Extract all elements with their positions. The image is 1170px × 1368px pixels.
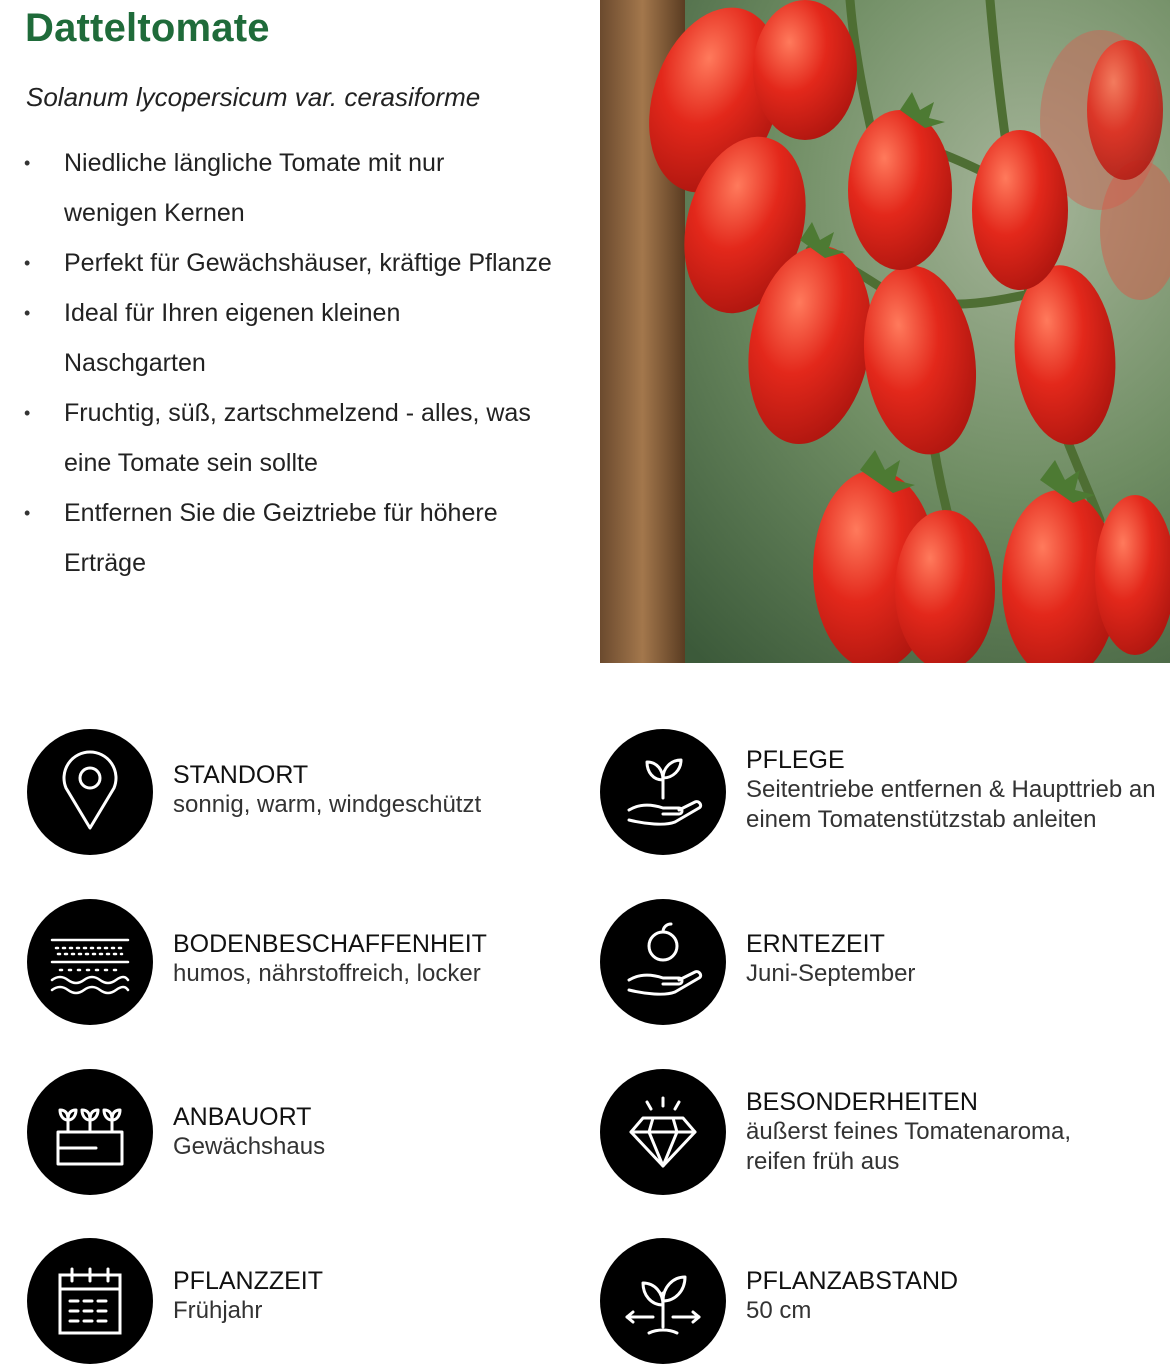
feature-heading: PFLANZZEIT (173, 1267, 324, 1295)
product-title: Datteltomate (25, 6, 270, 50)
diamond-icon (600, 1069, 726, 1195)
feature-heading: PFLANZABSTAND (746, 1267, 959, 1295)
latin-name: Solanum lycopersicum var. cerasiforme (26, 82, 481, 112)
plant-spacing-icon (600, 1238, 726, 1364)
bullet-item: • Fruchtig, süß, zartschmelzend - alles, was eine Tomate sein sollte (24, 388, 564, 488)
bullet-item: • Perfekt für Gewächshäuser, kräftige Pflanze (24, 238, 594, 288)
bullet-item: • Entfernen Sie die Geiztriebe für höhere Erträge (24, 488, 534, 588)
seedling-hand-icon (600, 729, 726, 855)
tomato-photo (600, 0, 1170, 663)
feature-anbauort (27, 1069, 597, 1199)
feature-bullet-list (24, 138, 584, 588)
feature-heading: BESONDERHEITEN (746, 1088, 978, 1116)
feature-value: humos, nährstoffreich, locker (173, 960, 481, 987)
planter-box-icon (27, 1069, 153, 1195)
feature-value: Gewächshaus (173, 1133, 326, 1160)
feature-value: sonnig, warm, windgeschützt (173, 791, 482, 818)
soil-layers-icon (27, 899, 153, 1025)
feature-heading: ERNTEZEIT (746, 930, 885, 958)
harvest-hand-icon (600, 899, 726, 1025)
feature-value: äußerst feines Tomatenaroma, reifen früh aus (746, 1118, 1072, 1175)
location-pin-icon (27, 729, 153, 855)
feature-heading: STANDORT (173, 761, 309, 789)
feature-heading: ANBAUORT (173, 1103, 312, 1131)
feature-besonderheiten (600, 1069, 1170, 1199)
bullet-item: • Ideal für Ihren eigenen kleinen Naschgarten (24, 288, 454, 388)
feature-bodenbeschaffenheit (27, 899, 597, 1029)
feature-standort (27, 729, 597, 859)
feature-value: Frühjahr (173, 1297, 263, 1324)
calendar-icon (27, 1238, 153, 1364)
feature-heading: PFLEGE (746, 746, 845, 774)
feature-value: Juni-September (746, 960, 916, 987)
feature-value: Seitentriebe entfernen & Haupttrieb an einem Tomatenstützstab anleiten (746, 776, 1156, 833)
bullet-item: • Niedliche längliche Tomate mit nur wenigen Kernen (24, 138, 484, 238)
feature-pflanzzeit (27, 1238, 597, 1368)
feature-heading: BODENBESCHAFFENHEIT (173, 930, 487, 958)
feature-pflege (600, 729, 1170, 859)
feature-erntezeit (600, 899, 1170, 1029)
feature-pflanzabstand (600, 1238, 1170, 1368)
feature-value: 50 cm (746, 1297, 812, 1324)
